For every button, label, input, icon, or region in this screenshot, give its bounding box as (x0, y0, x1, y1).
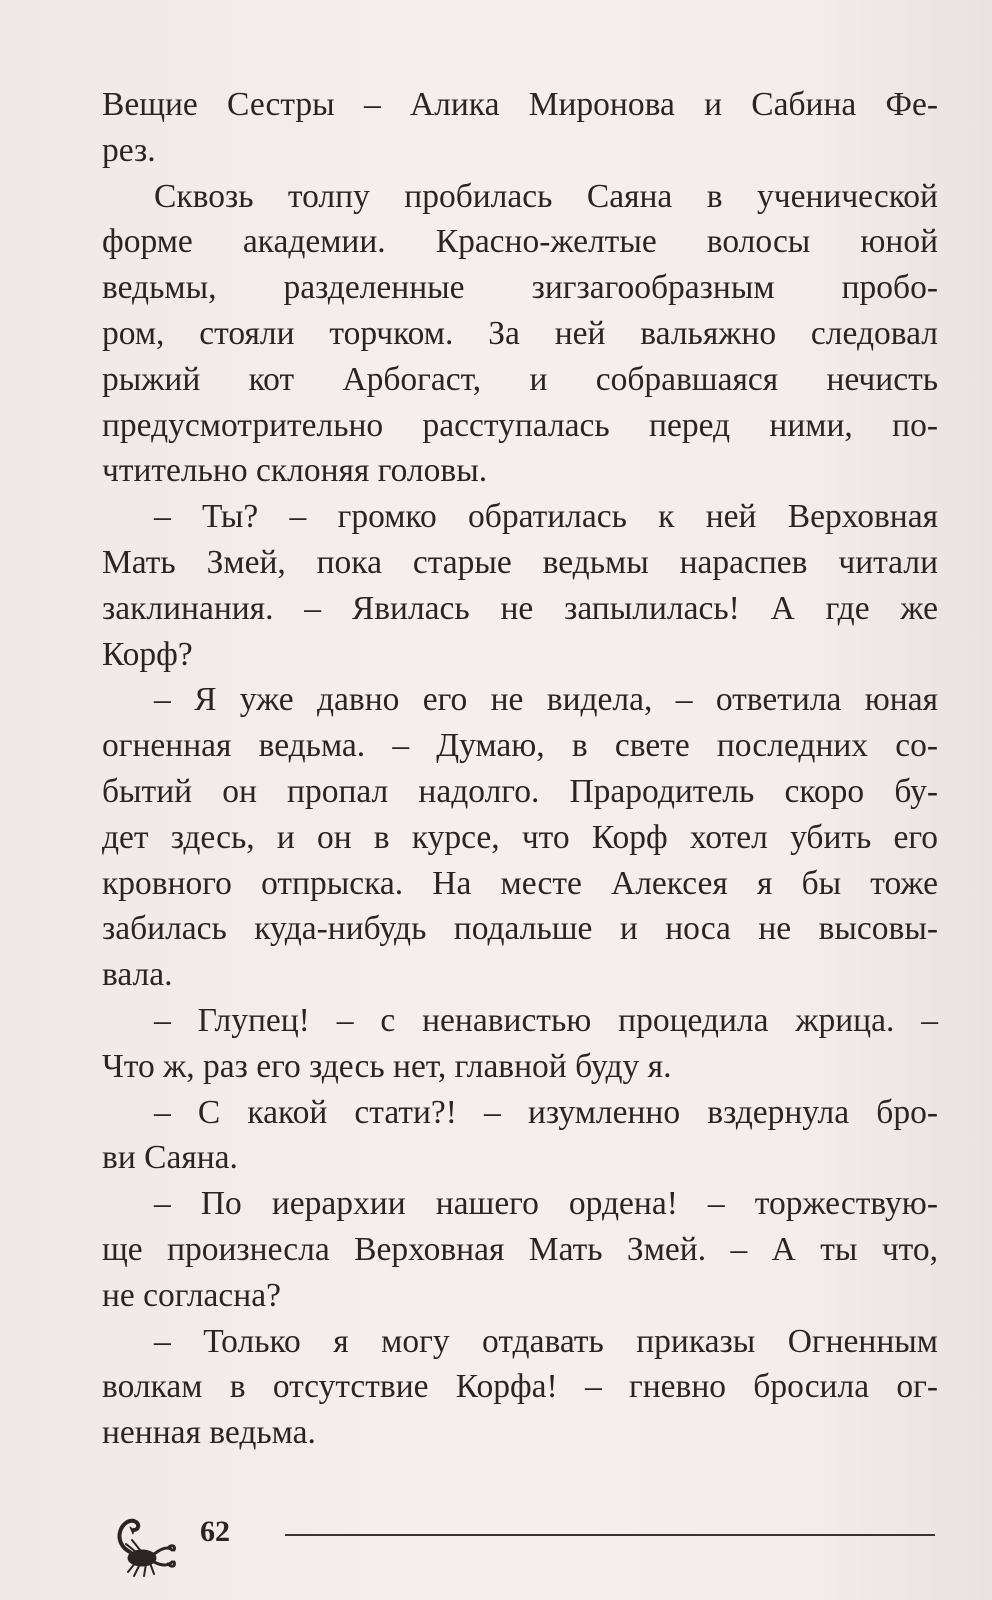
text-line: огненная ведьма. – Думаю, в свете последних со- (102, 727, 938, 765)
text-line: забилась куда-нибудь подальше и носа не высовы- (102, 910, 938, 948)
text-line: ви Саяна. (102, 1139, 238, 1177)
text-line: – Только я могу отдавать приказы Огненным (154, 1322, 938, 1360)
footer-rule (285, 1534, 935, 1536)
text-line: ведьмы, разделенные зигзагообразным пробо- (102, 269, 938, 307)
text-line: волкам в отсутствие Корфа! – гневно бросила ог- (102, 1368, 938, 1406)
page-number: 62 (200, 1515, 230, 1548)
text-line: Сквозь толпу пробилась Саяна в ученической (154, 177, 938, 215)
text-line: заклинания. – Явилась не запылилась! А где же (102, 589, 938, 627)
scorpion-icon (100, 1500, 180, 1580)
text-line: рез. (102, 131, 156, 169)
body-text (102, 82, 938, 1456)
text-line: – С какой стати?! – изумленно вздернула бро- (154, 1093, 938, 1131)
text-line: бытий он пропал надолго. Прародитель скоро бу- (102, 772, 938, 810)
text-line: – Я уже давно его не видела, – ответила юная (154, 681, 938, 719)
text-line: кровного отпрыска. На месте Алексея я бы тоже (102, 864, 938, 902)
text-line: Что ж, раз его здесь нет, главной буду я. (102, 1047, 672, 1085)
text-line: ще произнесла Верховная Мать Змей. – А ты что, (102, 1230, 938, 1268)
text-line: – Ты? – громко обратилась к ней Верховная (154, 498, 938, 536)
page-footer (100, 1500, 938, 1580)
text-line: форме академии. Красно-желтые волосы юной (102, 223, 938, 261)
text-line: ненная ведьма. (102, 1414, 316, 1452)
text-line: вала. (102, 956, 173, 994)
text-line: чтительно склоняя головы. (102, 452, 488, 490)
text-line: предусмотрительно расступалась перед ними, по- (102, 406, 938, 444)
text-line: – Глупец! – с ненавистью процедила жрица. – (154, 1001, 938, 1039)
text-line: Мать Змей, пока старые ведьмы нараспев читали (102, 543, 938, 581)
text-line: ром, стояли торчком. За ней вальяжно следовал (102, 314, 938, 352)
text-line: Корф? (102, 635, 193, 673)
text-line: Вещие Сестры – Алика Миронова и Сабина Фе- (102, 86, 938, 123)
text-line: – По иерархии нашего ордена! – торжествую- (154, 1185, 938, 1223)
text-line: рыжий кот Арбогаст, и собравшаяся нечисть (102, 360, 938, 398)
text-line: дет здесь, и он в курсе, что Корф хотел убить его (102, 818, 938, 856)
text-line: не согласна? (102, 1276, 281, 1314)
